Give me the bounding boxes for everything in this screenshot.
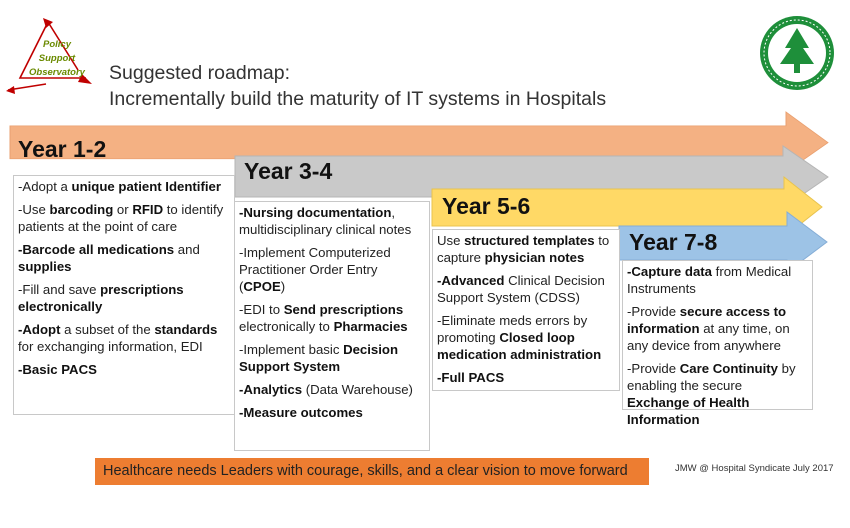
phase-1-item [18,281,230,315]
logo-line-1: Policy [43,39,71,50]
item-text-segment: Pharmacies [333,319,408,334]
item-text-segment: -Measure outcomes [239,405,363,420]
phase-4-item [627,360,808,428]
phase-box-3 [432,229,620,391]
phase-3-item [437,312,615,363]
item-text-segment: from Medical Instruments [627,264,792,296]
item-text-segment: standards [154,322,218,337]
footer-banner: Healthcare needs Leaders with courage, skills, and a clear vision to move forward [95,458,649,485]
phase-box-4 [622,260,813,427]
item-text-segment: -Basic PACS [18,362,97,377]
title-line-1: Suggested roadmap: [109,62,291,84]
item-text-segment: barcoding [49,202,114,217]
item-text-segment: -Implement basic [239,342,344,357]
item-text-segment: , multidisciplinary clinical notes [239,205,412,237]
item-text-segment: at any time, on any device from anywhere [627,321,790,353]
title-line-2: Incrementally build the maturity of IT systems in Hospitals [109,88,607,110]
item-text-segment: (Data Warehouse) [302,382,413,397]
item-text-segment: Clinical Decision Support System (CDSS) [437,273,605,305]
item-text-segment: physician notes [484,250,585,265]
item-text-segment: -Adopt [18,322,61,337]
page-title [109,60,606,112]
item-text-segment: for exchanging information, EDI [18,339,203,354]
phase-box-2 [234,201,430,451]
item-text-segment: -Capture data [627,264,712,279]
item-text-segment: -Implement Computerized Practitioner Order Entry ( [239,245,391,294]
year-label-3: Year 5-6 [442,193,531,219]
item-text-segment: Use [437,233,465,248]
item-text-segment: -Analytics [239,382,303,397]
item-text-segment: supplies [18,259,72,274]
phase-2-item [239,301,425,335]
phase-1-item [18,241,230,275]
item-text-segment: -EDI to [239,302,284,317]
item-text-segment: or [113,202,133,217]
item-text-segment: electronically to [239,319,334,334]
phase-1-item [18,361,230,378]
phase-2-item [239,381,425,398]
year-label-2: Year 3-4 [244,158,333,184]
credit-text: JMW @ Hospital Syndicate July 2017 [675,463,834,474]
logo-line-2: Support [38,53,76,64]
logo-line-3: Observatory [29,67,85,78]
item-text-segment: -Use [18,202,50,217]
item-text-segment: -Eliminate meds errors by promoting [437,313,588,345]
year-label-1: Year 1-2 [18,136,107,162]
item-text-segment: Care Continuity [679,361,778,376]
item-text-segment: unique patient Identifier [71,179,221,194]
item-text-segment: a subset of the [60,322,155,337]
phase-box-1 [13,175,235,415]
phase-2-item [239,204,425,238]
item-text-segment: -Fill and save [18,282,101,297]
item-text-segment: -Full PACS [437,370,505,385]
item-text-segment: -Advanced [437,273,505,288]
item-text-segment: and [174,242,200,257]
phase-4-item [627,263,808,297]
phase-3-item [437,369,615,386]
item-text-segment: -Nursing documentation [239,205,392,220]
phase-3-item [437,232,615,266]
phase-4-item [627,303,808,354]
item-text-segment: to capture [437,233,610,265]
item-text-segment: Decision Support System [239,342,399,374]
item-text-segment: secure access to information [627,304,787,336]
item-text-segment: to identify patients at the point of care [18,202,224,234]
year-label-4: Year 7-8 [629,229,718,255]
seal-icon [758,14,836,92]
item-text-segment: by enabling the secure [627,361,796,393]
phase-2-item [239,404,425,421]
phase-2-item [239,244,425,295]
item-text-segment: -Provide [627,361,680,376]
item-text-segment: -Barcode all medications [18,242,175,257]
phase-1-item [18,178,230,195]
item-text-segment: Closed loop medication administration [437,330,602,362]
phase-2-item [239,341,425,375]
logo-text [26,38,88,80]
phase-3-item [437,272,615,306]
item-text-segment: structured templates [464,233,595,248]
item-text-segment: -Adopt a [18,179,72,194]
phase-1-item [18,321,230,355]
item-text-segment: RFID [132,202,164,217]
item-text-segment: prescriptions electronically [18,282,184,314]
item-text-segment: Send prescriptions [283,302,404,317]
item-text-segment: Exchange of Health Information [627,395,750,427]
policy-support-observatory-logo [6,18,98,96]
phase-1-item [18,201,230,235]
item-text-segment: CPOE [243,279,281,294]
item-text-segment: -Provide [627,304,680,319]
item-text-segment: ) [280,279,286,294]
